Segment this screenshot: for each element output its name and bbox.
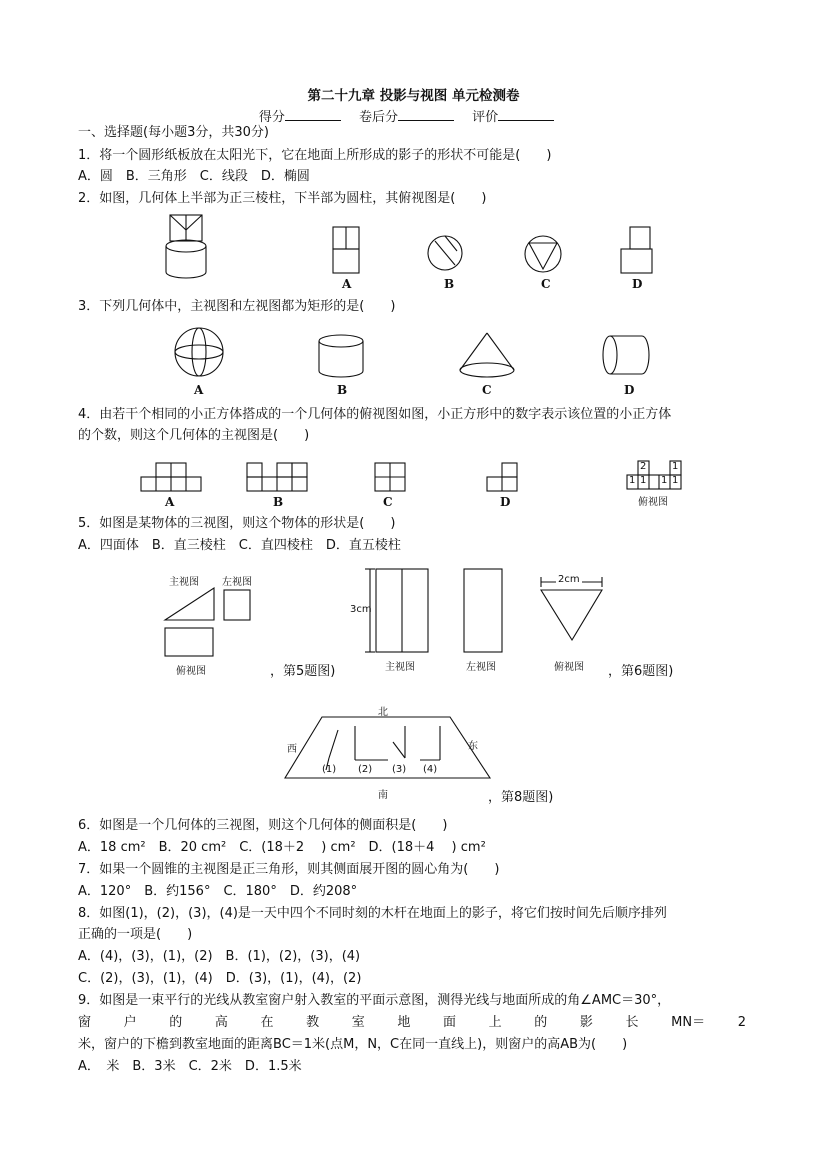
- q4-label-b: B: [273, 495, 284, 509]
- q8-stem-line1: 8．如图(1)，(2)，(3)，(4)是一天中四个不同时刻的木杆在地面上的影子，将它们按时间先后顺序排列: [78, 906, 667, 921]
- q4-grid-number: 1: [640, 475, 647, 486]
- q3-label-a: A: [194, 383, 204, 397]
- q9-word: 面: [443, 1015, 457, 1030]
- fig6-caption: ，第6题图): [608, 664, 674, 679]
- q4-label-d: D: [500, 495, 511, 509]
- q3-horizontal-cylinder-figure: [600, 333, 656, 381]
- fig8-mark: (1): [322, 764, 337, 775]
- q3-stem: 3．下列几何体中，主视图和左视图都为矩形的是( ): [78, 299, 396, 314]
- q2-label-d: D: [632, 277, 643, 291]
- score-label: 得分: [258, 110, 285, 125]
- fig6-width-label: 2cm: [558, 574, 580, 585]
- fig6-top-label: 俯视图: [554, 662, 584, 673]
- q3-sphere-figure: [172, 325, 228, 381]
- q9-options: A． 米 B．3米 C．2米 D．1.5米: [78, 1059, 302, 1074]
- q9-word: MN＝: [671, 1015, 706, 1030]
- q4-grid-number: 1: [672, 475, 679, 486]
- q3-label-c: C: [482, 383, 492, 397]
- q4-top-view-label: 俯视图: [638, 497, 668, 508]
- q6-options: A．18 cm² B．20 cm² C．(18＋2 ) cm² D．(18＋4 ) cm²: [78, 840, 486, 855]
- q9-word: 在: [260, 1015, 274, 1030]
- q2-option-d-figure: [618, 224, 658, 276]
- q1-stem: 1．将一个圆形纸板放在太阳光下，它在地面上所形成的影子的形状不可能是( ): [78, 148, 552, 163]
- fig6-left-label: 左视图: [466, 662, 496, 673]
- fig5-left-label: 左视图: [222, 577, 252, 588]
- fig8-mark: (4): [423, 764, 438, 775]
- q9-word: 高: [214, 1015, 228, 1030]
- q4-label-a: A: [165, 495, 175, 509]
- q2-option-c-figure: [522, 233, 566, 277]
- q9-word: 上: [488, 1015, 502, 1030]
- q4-option-b-figure: [246, 461, 310, 495]
- q4-grid-number: 1: [629, 475, 636, 486]
- q9-word: 教: [306, 1015, 320, 1030]
- fig8-mark: (2): [358, 764, 373, 775]
- q2-label-b: B: [444, 277, 455, 291]
- q8-stem-line2: 正确的一项是( ): [78, 927, 193, 942]
- q3-label-d: D: [624, 383, 635, 397]
- q4-stem-line2: 的个数，则这个几何体的主视图是( ): [78, 428, 310, 443]
- q4-option-d-figure: [486, 461, 520, 495]
- fig5-caption: ，第5题图): [270, 664, 336, 679]
- q2-solid-figure: [160, 212, 220, 284]
- q7-options: A．120° B．约156° C．180° D．约208°: [78, 884, 358, 899]
- section-heading: 一、选择题(每小题3分，共30分): [78, 125, 269, 140]
- total-blank[interactable]: [398, 108, 454, 121]
- q2-option-b-figure: [425, 233, 467, 275]
- fig8-mark: (3): [392, 764, 407, 775]
- fig8-west-label: 西: [287, 744, 297, 755]
- q4-label-c: C: [383, 495, 393, 509]
- q2-stem: 2．如图，几何体上半部为正三棱柱，下半部为圆柱，其俯视图是( ): [78, 191, 487, 206]
- q9-word: 的: [534, 1015, 548, 1030]
- q1-options: A．圆 B．三角形 C．线段 D．椭圆: [78, 169, 310, 184]
- q9-stem-line3: 米，窗户的下檐到教室地面的距离BC＝1米(点M，N，C在同一直线上)，则窗户的高AB为( ): [78, 1037, 628, 1052]
- fig6-left-view: [460, 566, 508, 656]
- q9-stem-line2: [78, 1015, 746, 1031]
- fig8-north-label: 北: [378, 707, 388, 718]
- q3-cylinder-figure: [315, 333, 369, 381]
- q3-label-b: B: [337, 383, 348, 397]
- fig8-shadow-diagram: [280, 712, 496, 784]
- q9-word: 户: [123, 1015, 137, 1030]
- q6-stem: 6．如图是一个几何体的三视图，则这个几何体的侧面积是( ): [78, 818, 448, 833]
- fig8-caption: ，第8题图): [488, 790, 554, 805]
- fig6-front-view: [362, 566, 434, 656]
- q9-word: 窗: [78, 1015, 92, 1030]
- q9-word: 的: [169, 1015, 183, 1030]
- q4-grid-number: 2: [640, 461, 647, 472]
- q7-stem: 7．如果一个圆锥的主视图是正三角形，则其侧面展开图的圆心角为( ): [78, 862, 500, 877]
- total-label: 卷后分: [358, 110, 398, 125]
- q4-grid-number: 1: [672, 461, 679, 472]
- page-title: 第二十九章 投影与视图 单元检测卷: [307, 88, 520, 104]
- eval-blank[interactable]: [498, 108, 554, 121]
- fig5-front-label: 主视图: [169, 577, 199, 588]
- q2-label-a: A: [342, 277, 352, 291]
- q4-option-c-figure: [374, 461, 408, 495]
- fig8-south-label: 南: [378, 790, 388, 801]
- fig5-top-label: 俯视图: [176, 666, 206, 677]
- fig5-three-views: [160, 584, 260, 660]
- score-line: [0, 106, 827, 125]
- q9-stem-line1: 9．如图是一束平行的光线从教室窗户射入教室的平面示意图，测得光线与地面所成的角∠AMC＝30°，: [78, 993, 671, 1008]
- fig8-east-label: 东: [468, 741, 478, 752]
- q2-label-c: C: [541, 277, 551, 291]
- q9-word: 室: [351, 1015, 365, 1030]
- score-blank[interactable]: [285, 108, 341, 121]
- q9-word: 地: [397, 1015, 411, 1030]
- q5-stem: 5．如图是某物体的三视图，则这个物体的形状是( ): [78, 516, 396, 531]
- q5-options: A．四面体 B．直三棱柱 C．直四棱柱 D．直五棱柱: [78, 538, 401, 553]
- q4-stem-line1: 4．由若干个相同的小正方体搭成的一个几何体的俯视图如图，小正方形中的数字表示该位置的小正方体: [78, 407, 672, 422]
- fig6-height-label: 3cm: [350, 604, 372, 615]
- q4-option-a-figure: [140, 461, 204, 495]
- fig6-front-label: 主视图: [385, 662, 415, 673]
- eval-label: 评价: [472, 110, 499, 125]
- q8-options-line1: A．(4)，(3)，(1)，(2) B．(1)，(2)，(3)，(4): [78, 949, 361, 964]
- q4-grid-number: 1: [661, 475, 668, 486]
- q2-option-a-figure: [330, 224, 366, 276]
- q8-options-line2: C．(2)，(3)，(1)，(4) D．(3)，(1)，(4)，(2): [78, 971, 362, 986]
- q9-word: 影: [579, 1015, 593, 1030]
- q3-cone-figure: [455, 330, 519, 382]
- q9-word: 长: [625, 1015, 639, 1030]
- q9-word: 2: [737, 1015, 746, 1030]
